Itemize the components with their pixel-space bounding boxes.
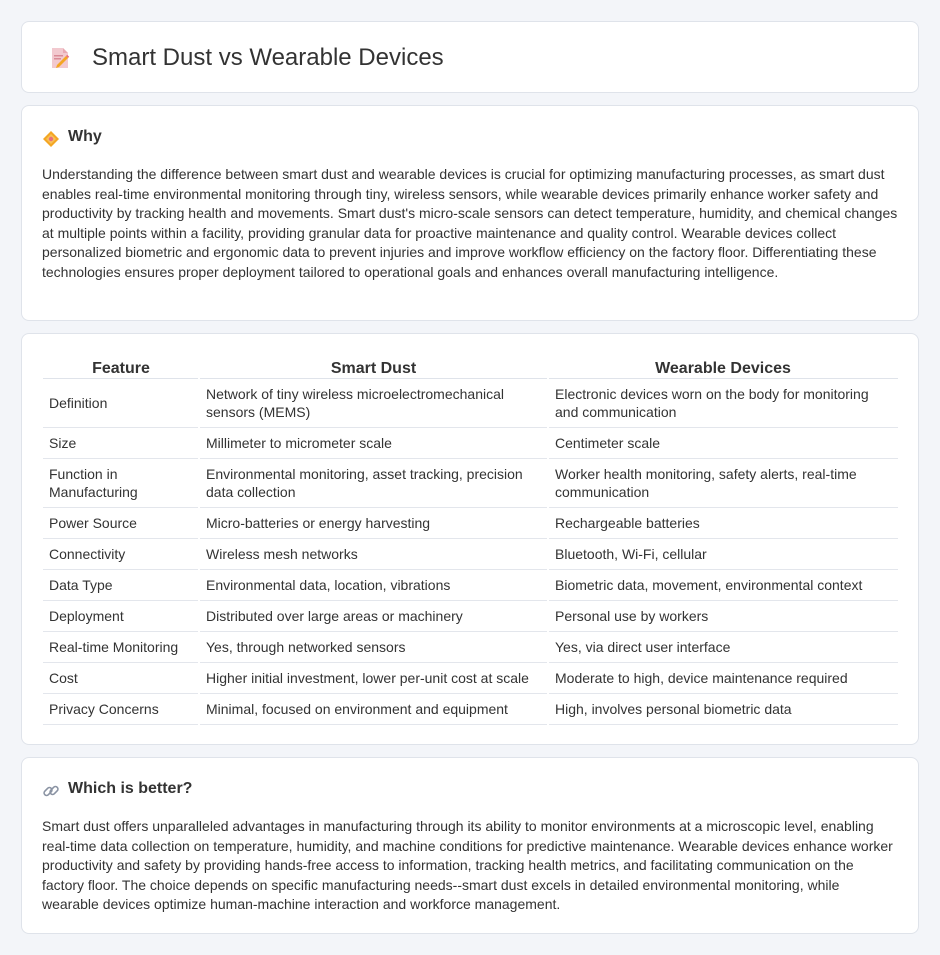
why-title: Why <box>68 128 102 145</box>
table-row <box>43 631 898 662</box>
row-feature: Definition <box>43 378 199 427</box>
row-feature: Size <box>43 427 199 458</box>
document-edit-icon <box>48 46 72 70</box>
header-smart-dust: Smart Dust <box>199 354 548 378</box>
row-feature: Cost <box>43 662 199 693</box>
why-text: Understanding the difference between smart dust and wearable devices is crucial for optimizing manufacturing processes, as smart dust enables real-time environmental monitoring through tiny, wireless sensors, while wearable devices primarily enhance worker safety and productivity by tracking health and movements. Smart dust's micro-scale sensors can detect temperature, humidity, and chemical changes at multiple points within a facility, providing granular data for proactive maintenance and quality control. Wearable devices collect personalized biometric and ergonomic data to prevent injuries and improve workflow efficiency on the factory floor. Differentiating these technologies ensures proper deployment tailored to operational goals and enhances overall manufacturing intelligence. <box>42 166 898 280</box>
comparison-section <box>21 333 919 745</box>
link-icon <box>42 782 60 800</box>
row-wearable: Electronic devices worn on the body for monitoring and communication <box>548 378 898 427</box>
row-smart-dust: Higher initial investment, lower per-unit cost at scale <box>199 662 548 693</box>
table-row <box>43 507 898 538</box>
row-smart-dust: Environmental data, location, vibrations <box>199 569 548 600</box>
table-row <box>43 378 898 427</box>
table-header-row <box>43 354 898 378</box>
title-card <box>21 21 919 93</box>
row-wearable: Bluetooth, Wi-Fi, cellular <box>548 538 898 569</box>
row-feature: Deployment <box>43 600 199 631</box>
row-wearable: Personal use by workers <box>548 600 898 631</box>
row-wearable: High, involves personal biometric data <box>548 693 898 724</box>
row-wearable: Yes, via direct user interface <box>548 631 898 662</box>
row-wearable: Centimeter scale <box>548 427 898 458</box>
row-smart-dust: Minimal, focused on environment and equipment <box>199 693 548 724</box>
better-text: Smart dust offers unparalleled advantages in manufacturing through its ability to monitor environments at a microscopic level, enabling real-time data collection on temperature, humidity, and machine conditions for predictive maintenance. Wearable devices enhance worker productivity and safety by providing hands-free access to information, tracking health metrics, and facilitating communication on the factory floor. The choice depends on specific manufacturing needs--smart dust excels in detailed environmental monitoring, while wearable devices optimize human-machine interaction and workforce management. <box>42 818 893 912</box>
row-smart-dust: Network of tiny wireless microelectromechanical sensors (MEMS) <box>199 378 548 427</box>
table-row <box>43 569 898 600</box>
diamond-sign-icon <box>42 130 60 148</box>
page-title: Smart Dust vs Wearable Devices <box>92 44 444 71</box>
row-wearable: Biometric data, movement, environmental context <box>548 569 898 600</box>
row-feature: Power Source <box>43 507 199 538</box>
header-feature: Feature <box>43 354 199 378</box>
row-smart-dust: Yes, through networked sensors <box>199 631 548 662</box>
table-row <box>43 458 898 507</box>
row-smart-dust: Micro-batteries or energy harvesting <box>199 507 548 538</box>
row-smart-dust: Millimeter to micrometer scale <box>199 427 548 458</box>
row-smart-dust: Environmental monitoring, asset tracking, precision data collection <box>199 458 548 507</box>
which-is-better-section <box>21 757 919 934</box>
table-row <box>43 662 898 693</box>
why-section <box>21 105 919 321</box>
row-feature: Real-time Monitoring <box>43 631 199 662</box>
row-feature: Privacy Concerns <box>43 693 199 724</box>
table-row <box>43 427 898 458</box>
row-smart-dust: Distributed over large areas or machinery <box>199 600 548 631</box>
row-feature: Data Type <box>43 569 199 600</box>
table-row <box>43 538 898 569</box>
row-wearable: Worker health monitoring, safety alerts, real-time communication <box>548 458 898 507</box>
row-wearable: Moderate to high, device maintenance required <box>548 662 898 693</box>
table-row <box>43 600 898 631</box>
row-feature: Connectivity <box>43 538 199 569</box>
header-wearable-devices: Wearable Devices <box>548 354 898 378</box>
comparison-table <box>43 354 898 725</box>
row-feature: Function in Manufacturing <box>43 458 199 507</box>
table-row <box>43 693 898 724</box>
better-title: Which is better? <box>68 780 193 797</box>
row-smart-dust: Wireless mesh networks <box>199 538 548 569</box>
row-wearable: Rechargeable batteries <box>548 507 898 538</box>
